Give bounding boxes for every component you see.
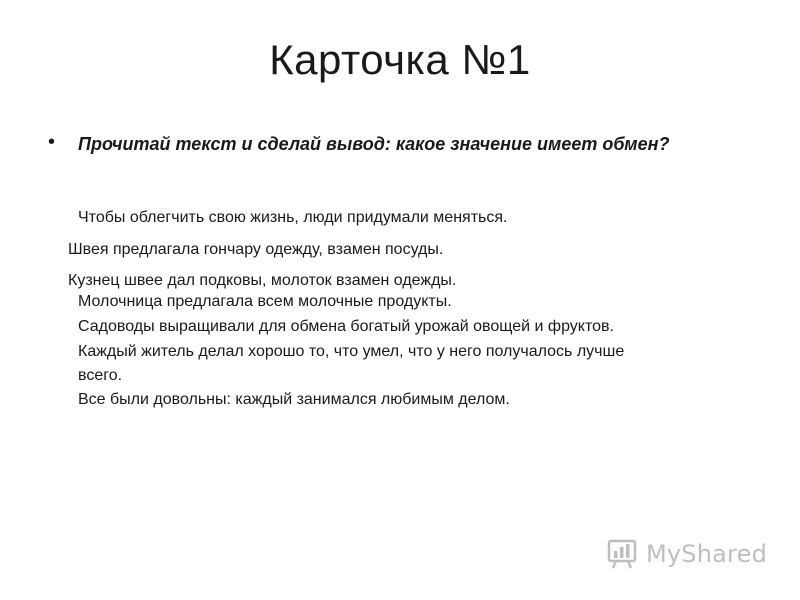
story-line: Кузнец швее дал подковы, молоток взамен одежды. [68,272,457,289]
story-line: Швея предлагала гончару одежду, взамен посуды. [68,241,444,258]
myshared-logo-icon [606,537,640,571]
story-line: Каждый житель делал хорошо то, что умел, что у него получалось лучше [78,343,625,360]
slide-title: Карточка №1 [269,36,531,83]
bullet-marker: • [48,131,56,153]
story-line: всего. [78,367,123,384]
story-line: Садоводы выращивали для обмена богатый урожай овощей и фруктов. [78,318,614,335]
story-line: Все были довольны: каждый занимался любимым делом. [78,391,510,408]
story-line: Чтобы облегчить свою жизнь, люди придумали меняться. [78,209,508,226]
story-line: Молочница предлагала всем молочные продукты. [78,293,452,310]
watermark-text: MyShared [646,540,768,568]
task-question: Прочитай текст и сделай вывод: какое значение имеет обмен? [78,134,670,154]
myshared-watermark [606,536,767,572]
